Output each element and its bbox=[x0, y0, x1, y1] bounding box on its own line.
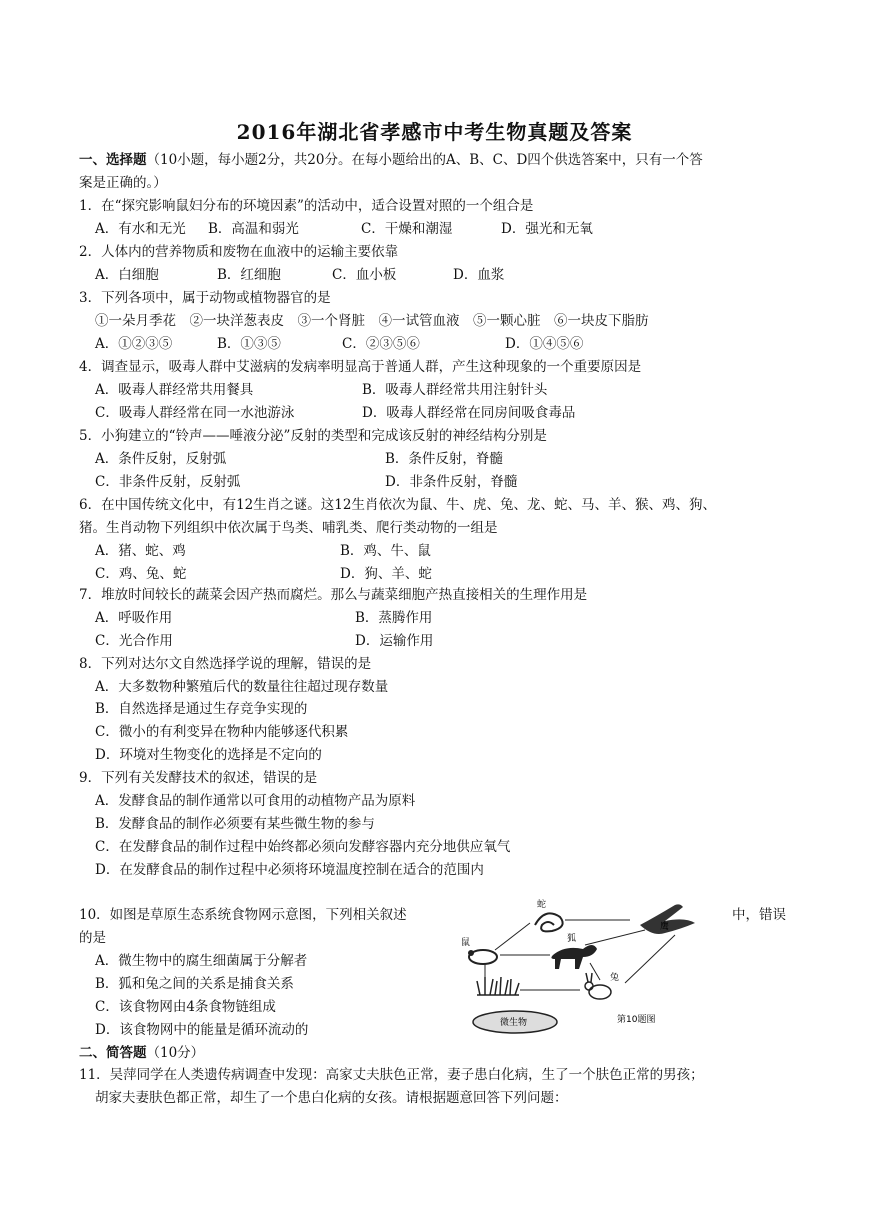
q3-option-c: C．②③⑤⑥ bbox=[342, 336, 420, 352]
q6-stem-cont: 猪。生肖动物下列组织中依次属于鸟类、哺乳类、爬行类动物的一组是 bbox=[79, 520, 498, 536]
q4-option-b: B．吸毒人群经常共用注射针头 bbox=[362, 382, 548, 398]
q3-option-b: B．①③⑤ bbox=[217, 336, 281, 352]
section1-instructions: （10小题，每小题2分，共20分。在每小题给出的A、B、C、D四个供选答案中，只有一个答 bbox=[146, 152, 703, 168]
q8-option-c: C．微小的有利变异在物种内能够逐代积累 bbox=[95, 724, 349, 740]
q2-option-a: A．白细胞 bbox=[95, 267, 159, 283]
q2-option-b: B．红细胞 bbox=[217, 267, 281, 283]
q8-option-a: A．大多数物种繁殖后代的数量往往超过现存数量 bbox=[95, 679, 389, 695]
q9-option-d: D．在发酵食品的制作过程中必须将环境温度控制在适合的范围内 bbox=[95, 862, 484, 878]
section1-heading: 一、选择题 bbox=[79, 152, 147, 168]
q11-line1: 11．吴萍同学在人类遗传病调查中发现：高家丈夫肤色正常，妻子患白化病，生了一个肤色正常的男孩； bbox=[79, 1067, 704, 1083]
q10-option-c: C．该食物网由4条食物链组成 bbox=[95, 999, 276, 1015]
mouse-icon bbox=[468, 950, 497, 964]
q2-option-d: D．血浆 bbox=[453, 267, 505, 283]
section1-line1 bbox=[79, 151, 703, 169]
q8-stem: 8．下列对达尔文自然选择学说的理解，错误的是 bbox=[79, 656, 372, 672]
figure-caption: 第10题图 bbox=[617, 1015, 656, 1025]
q1-option-c: C．干燥和潮湿 bbox=[361, 221, 453, 237]
snake-icon bbox=[535, 913, 563, 931]
page-title: 2016年湖北省孝感市中考生物真题及答案 bbox=[236, 120, 633, 144]
q3-option-a: A．①②③⑤ bbox=[95, 336, 173, 352]
q6-stem: 6．在中国传统文化中，有12生肖之谜。这12生肖依次为鼠、牛、虎、兔、龙、蛇、马、羊、猴、鸡、狗、 bbox=[79, 497, 716, 513]
q3-option-d: D．①④⑤⑥ bbox=[505, 336, 584, 352]
q3-stem: 3．下列各项中，属于动物或植物器官的是 bbox=[79, 290, 331, 306]
fox-icon bbox=[551, 945, 597, 969]
q6-option-a: A．猪、蛇、鸡 bbox=[95, 543, 186, 559]
q10-option-a: A．微生物中的腐生细菌属于分解者 bbox=[95, 953, 308, 969]
q10-option-d: D．该食物网中的能量是循环流动的 bbox=[95, 1022, 309, 1038]
q9-stem: 9．下列有关发酵技术的叙述，错误的是 bbox=[79, 770, 318, 786]
q1-option-b: B．高温和弱光 bbox=[208, 221, 299, 237]
label-snake: 蛇 bbox=[537, 900, 547, 910]
q7-stem: 7．堆放时间较长的蔬菜会因产热而腐烂。那么与蔬菜细胞产热直接相关的生理作用是 bbox=[79, 587, 588, 603]
q2-stem: 2．人体内的营养物质和废物在血液中的运输主要依靠 bbox=[79, 244, 399, 260]
q7-option-c: C．光合作用 bbox=[95, 633, 173, 649]
q1-option-d: D．强光和无氧 bbox=[501, 221, 593, 237]
q9-option-a: A．发酵食品的制作通常以可食用的动植物产品为原料 bbox=[95, 793, 416, 809]
q9-option-b: B．发酵食品的制作必须要有某些微生物的参与 bbox=[95, 816, 375, 832]
label-eagle: 鹰 bbox=[660, 922, 670, 932]
q6-option-d: D．狗、羊、蛇 bbox=[340, 566, 432, 582]
q4-option-a: A．吸毒人群经常共用餐具 bbox=[95, 382, 254, 398]
q5-option-c: C．非条件反射，反射弧 bbox=[95, 474, 241, 490]
section2-heading: 二、简答题 bbox=[79, 1045, 147, 1061]
q7-option-d: D．运输作用 bbox=[355, 633, 434, 649]
section2-line bbox=[79, 1044, 204, 1062]
q1-option-a: A．有水和无光 bbox=[95, 221, 186, 237]
q5-option-b: B．条件反射，脊髓 bbox=[385, 451, 503, 467]
arrow-mouse-snake bbox=[495, 923, 530, 950]
q3-items: ①一朵月季花 ②一块洋葱表皮 ③一个肾脏 ④一试管血液 ⑤一颗心脏 ⑥一块皮下脂肪 bbox=[95, 313, 649, 329]
q11-line2: 胡家夫妻肤色都正常，却生了一个患白化病的女孩。请根据题意回答下列问题： bbox=[95, 1090, 568, 1106]
q7-option-b: B．蒸腾作用 bbox=[355, 610, 433, 626]
q10-stem: 10．如图是草原生态系统食物网示意图，下列相关叙述 bbox=[79, 907, 407, 923]
q5-stem: 5．小狗建立的“铃声——唾液分泌”反射的类型和完成该反射的神经结构分别是 bbox=[79, 428, 547, 444]
section2-score: （10分） bbox=[146, 1045, 205, 1061]
q7-option-a: A．呼吸作用 bbox=[95, 610, 173, 626]
q4-option-d: D．吸毒人群经常在同房间吸食毒品 bbox=[362, 405, 576, 421]
section1-instructions-cont: 案是正确的。） bbox=[79, 175, 167, 191]
q10-option-b: B．狐和兔之间的关系是捕食关系 bbox=[95, 976, 294, 992]
q4-stem: 4．调查显示，吸毒人群中艾滋病的发病率明显高于普通人群，产生这种现象的一个重要原因是 bbox=[79, 359, 642, 375]
arrow-fox-eagle bbox=[585, 930, 645, 945]
q5-option-a: A．条件反射，反射弧 bbox=[95, 451, 227, 467]
q8-option-b: B．自然选择是通过生存竞争实现的 bbox=[95, 701, 308, 717]
q5-option-d: D．非条件反射，脊髓 bbox=[385, 474, 518, 490]
q6-option-c: C．鸡、兔、蛇 bbox=[95, 566, 187, 582]
q6-option-b: B．鸡、牛、鼠 bbox=[340, 543, 431, 559]
grass-icon bbox=[477, 977, 519, 995]
q1-stem: 1．在“探究影响鼠妇分布的环境因素”的活动中，适合设置对照的一个组合是 bbox=[79, 198, 534, 214]
q10-stem-cont: 的是 bbox=[79, 930, 106, 946]
q2-option-c: C．血小板 bbox=[332, 267, 397, 283]
label-microbe: 微生物 bbox=[500, 1018, 528, 1028]
q10-stem-right: 中，错误 bbox=[732, 907, 786, 923]
label-fox: 狐 bbox=[567, 934, 577, 944]
q9-option-c: C．在发酵食品的制作过程中始终都必须向发酵容器内充分地供应氧气 bbox=[95, 839, 511, 855]
q8-option-d: D．环境对生物变化的选择是不定向的 bbox=[95, 747, 322, 763]
arrow-rabbit-eagle bbox=[625, 935, 675, 983]
food-web-figure bbox=[455, 895, 720, 1035]
q4-option-c: C．吸毒人群经常在同一水池游泳 bbox=[95, 405, 295, 421]
label-mouse: 鼠 bbox=[461, 938, 471, 948]
label-rabbit: 兔 bbox=[610, 973, 620, 983]
